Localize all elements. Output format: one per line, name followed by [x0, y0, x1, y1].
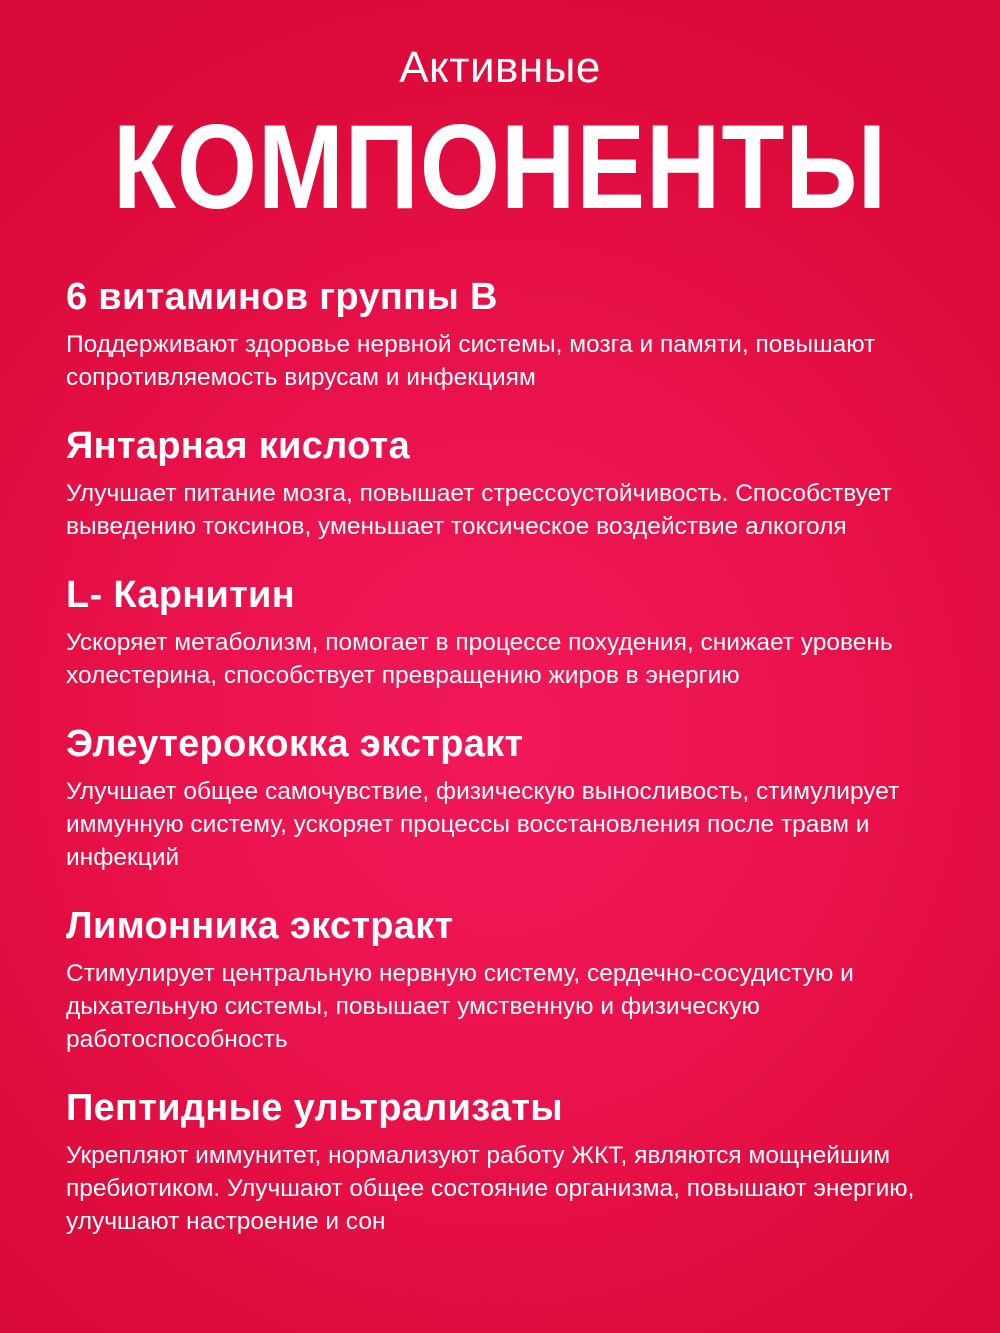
page-title: КОМПОНЕНТЫ [112, 100, 888, 234]
component-description: Улучшает питание мозга, повышает стрессоустойчивость. Способствует выведению токсинов, уменьшает токсическое воздействие алкоголя [66, 480, 892, 540]
component-description: Поддерживают здоровье нервной системы, мозга и памяти, повышают сопротивляемость вирусам и инфекциям [66, 331, 876, 391]
header [0, 40, 1000, 232]
component-description: Улучшает общее самочувствие, физическую выносливость, стимулирует иммунную систему, ускоряет процессы восстановления после травм и инфекций [66, 778, 900, 871]
component-description: Стимулирует центральную нервную систему, сердечно-сосудистую и дыхательную системы, повышает умственную и физическую работоспособность [66, 960, 854, 1053]
page-subtitle: Активные [399, 43, 601, 92]
component-title: L- Карнитин [66, 574, 295, 616]
component-item-schisandra [66, 901, 946, 1056]
component-item-peptide-ultralysates [66, 1083, 946, 1238]
component-description: Ускоряет метаболизм, помогает в процессе похудения, снижает уровень холестерина, способствует превращению жиров в энергию [66, 629, 893, 689]
component-item-vitamins-b [66, 272, 946, 394]
component-title: Пептидные ультрализаты [66, 1087, 564, 1129]
component-title: Лимонника экстракт [66, 905, 454, 947]
component-title: Янтарная кислота [66, 425, 410, 467]
component-title: Элеутерококка экстракт [66, 723, 524, 765]
components-list [66, 272, 946, 1265]
component-item-eleutherococcus [66, 719, 946, 874]
component-description: Укрепляют иммунитет, нормализуют работу ЖКТ, являются мощнейшим пребиотиком. Улучшают общее состояние организма, повышают энергию, улучшают настроение и сон [66, 1142, 915, 1235]
component-item-succinic-acid [66, 421, 946, 543]
component-title: 6 витаминов группы B [66, 276, 498, 318]
component-item-l-carnitine [66, 570, 946, 692]
